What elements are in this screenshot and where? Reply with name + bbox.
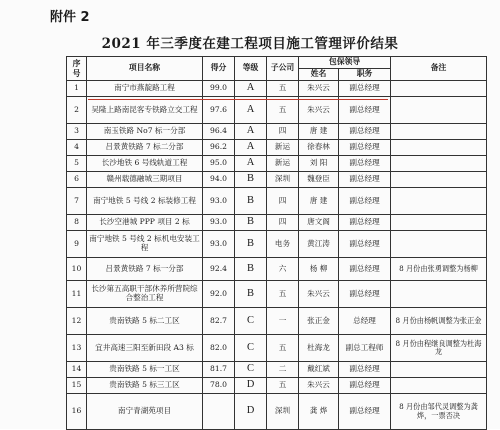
row-index: 5 bbox=[67, 156, 87, 172]
score: 96.4 bbox=[203, 124, 235, 140]
subsidiary: 六 bbox=[267, 258, 299, 281]
row-index: 10 bbox=[67, 258, 87, 281]
table-row bbox=[67, 124, 487, 140]
remarks bbox=[391, 378, 487, 394]
leader-position: 副总经理 bbox=[339, 378, 391, 394]
leader-name: 张正金 bbox=[299, 308, 339, 335]
leader-name: 唐 建 bbox=[299, 188, 339, 215]
header-index-bottom: 号 bbox=[72, 68, 81, 78]
subsidiary: 五 bbox=[267, 281, 299, 308]
score: 92.4 bbox=[203, 258, 235, 281]
header-leader-position: 职务 bbox=[339, 69, 391, 81]
remarks bbox=[391, 188, 487, 215]
header-leader-group: 包保领导 bbox=[299, 57, 391, 69]
score: 93.0 bbox=[203, 188, 235, 215]
row-index: 14 bbox=[67, 362, 87, 378]
leader-position: 副总工程师 bbox=[339, 335, 391, 362]
score: 92.0 bbox=[203, 281, 235, 308]
subsidiary: 五 bbox=[267, 97, 299, 124]
subsidiary: 新运 bbox=[267, 156, 299, 172]
project-name: 宜井高速三阳至新田段 A3 标 bbox=[87, 335, 203, 362]
table-row bbox=[67, 335, 487, 362]
row-index: 4 bbox=[67, 140, 87, 156]
leader-position: 副总经理 bbox=[339, 281, 391, 308]
grade: D bbox=[235, 378, 267, 394]
subsidiary: 二 bbox=[267, 362, 299, 378]
table-row bbox=[67, 308, 487, 335]
remarks bbox=[391, 81, 487, 97]
remarks: 8 月份由杨帆调整为张正金 bbox=[391, 308, 487, 335]
leader-name: 魏登臣 bbox=[299, 172, 339, 188]
subsidiary: 一 bbox=[267, 308, 299, 335]
grade: A bbox=[235, 81, 267, 97]
score: 94.0 bbox=[203, 172, 235, 188]
subsidiary: 四 bbox=[267, 124, 299, 140]
score: 82.0 bbox=[203, 335, 235, 362]
row-index: 16 bbox=[67, 394, 87, 430]
project-name: 南宁地铁 5 号线 2 标机电安装工程 bbox=[87, 231, 203, 258]
table-row bbox=[67, 258, 487, 281]
table-row bbox=[67, 97, 487, 124]
table-row bbox=[67, 394, 487, 430]
project-name: 吕景黄铁路 7 标一分部 bbox=[87, 258, 203, 281]
remarks bbox=[391, 156, 487, 172]
score: 95.0 bbox=[203, 156, 235, 172]
attachment-label: 附件 2 bbox=[50, 10, 90, 25]
project-name: 南宁青湖苑项目 bbox=[87, 394, 203, 430]
project-name: 贵南铁路 5 标一工区 bbox=[87, 362, 203, 378]
project-name: 贵南铁路 5 标三工区 bbox=[87, 378, 203, 394]
leader-name: 朱兴云 bbox=[299, 281, 339, 308]
score: 96.2 bbox=[203, 140, 235, 156]
remarks bbox=[391, 172, 487, 188]
leader-position: 副总经理 bbox=[339, 156, 391, 172]
score: 93.0 bbox=[203, 215, 235, 231]
project-name: 长沙地铁 6 号线轨道工程 bbox=[87, 156, 203, 172]
grade: B bbox=[235, 281, 267, 308]
table-row bbox=[67, 231, 487, 258]
remarks: 8 月份由程继良调整为杜海龙 bbox=[391, 335, 487, 362]
header-grade: 等级 bbox=[235, 57, 267, 81]
grade: B bbox=[235, 215, 267, 231]
grade: B bbox=[235, 231, 267, 258]
project-name: 南玉铁路 No7 标一分部 bbox=[87, 124, 203, 140]
remarks bbox=[391, 124, 487, 140]
score: 78.0 bbox=[203, 378, 235, 394]
leader-position: 副总经理 bbox=[339, 215, 391, 231]
table-row bbox=[67, 172, 487, 188]
leader-position: 副总经理 bbox=[339, 124, 391, 140]
score bbox=[203, 394, 235, 430]
remarks bbox=[391, 231, 487, 258]
document-title: 2021 年三季度在建工程项目施工管理评价结果 bbox=[101, 36, 399, 52]
leader-position: 副总经理 bbox=[339, 140, 391, 156]
grade: A bbox=[235, 97, 267, 124]
leader-name: 朱兴云 bbox=[299, 97, 339, 124]
evaluation-table bbox=[66, 56, 487, 430]
highlight-underline bbox=[88, 99, 388, 100]
subsidiary: 四 bbox=[267, 188, 299, 215]
subsidiary: 四 bbox=[267, 215, 299, 231]
score: 97.6 bbox=[203, 97, 235, 124]
subsidiary: 五 bbox=[267, 81, 299, 97]
table-row bbox=[67, 215, 487, 231]
remarks: 8 月份由张勇调整为杨柳 bbox=[391, 258, 487, 281]
row-index: 13 bbox=[67, 335, 87, 362]
table-row bbox=[67, 156, 487, 172]
project-name: 南宁地铁 5 号线 2 标装修工程 bbox=[87, 188, 203, 215]
grade: B bbox=[235, 188, 267, 215]
grade: B bbox=[235, 172, 267, 188]
leader-position: 副总经理 bbox=[339, 81, 391, 97]
remarks bbox=[391, 281, 487, 308]
table-body bbox=[67, 81, 487, 430]
leader-position: 副总经理 bbox=[339, 231, 391, 258]
grade: C bbox=[235, 335, 267, 362]
leader-name: 杨 柳 bbox=[299, 258, 339, 281]
leader-name: 戴红斌 bbox=[299, 362, 339, 378]
table-row bbox=[67, 378, 487, 394]
table-row bbox=[67, 362, 487, 378]
table-row bbox=[67, 140, 487, 156]
header-score: 得分 bbox=[203, 57, 235, 81]
row-index: 3 bbox=[67, 124, 87, 140]
subsidiary: 电务 bbox=[267, 231, 299, 258]
leader-name: 徐春林 bbox=[299, 140, 339, 156]
row-index: 12 bbox=[67, 308, 87, 335]
score: 99.0 bbox=[203, 81, 235, 97]
table-row bbox=[67, 281, 487, 308]
row-index: 2 bbox=[67, 97, 87, 124]
header-index-top: 序 bbox=[72, 59, 81, 69]
project-name: 长沙空港城 PPP 项目 2 标 bbox=[87, 215, 203, 231]
remarks bbox=[391, 140, 487, 156]
score: 82.7 bbox=[203, 308, 235, 335]
project-name: 贵南铁路 5 标二工区 bbox=[87, 308, 203, 335]
leader-position: 副总经理 bbox=[339, 97, 391, 124]
leader-position: 副总经理 bbox=[339, 362, 391, 378]
row-index: 1 bbox=[67, 81, 87, 97]
subsidiary: 新运 bbox=[267, 140, 299, 156]
leader-name: 唐文阁 bbox=[299, 215, 339, 231]
header-remarks: 备注 bbox=[391, 57, 487, 81]
header-project-name: 项目名称 bbox=[87, 57, 203, 81]
leader-name: 刘 阳 bbox=[299, 156, 339, 172]
table-row bbox=[67, 81, 487, 97]
subsidiary: 深圳 bbox=[267, 394, 299, 430]
score: 93.0 bbox=[203, 231, 235, 258]
remarks bbox=[391, 362, 487, 378]
header-index bbox=[67, 57, 87, 81]
project-name: 吴隆上路南昆客专铁路立交工程 bbox=[87, 97, 203, 124]
leader-name: 朱兴云 bbox=[299, 378, 339, 394]
grade: A bbox=[235, 124, 267, 140]
leader-position: 副总经理 bbox=[339, 394, 391, 430]
row-index: 15 bbox=[67, 378, 87, 394]
table-row bbox=[67, 188, 487, 215]
grade: D bbox=[235, 394, 267, 430]
leader-name: 唐 建 bbox=[299, 124, 339, 140]
grade: B bbox=[235, 258, 267, 281]
leader-position: 总经理 bbox=[339, 308, 391, 335]
remarks: 8 月份由邹代灵调整为龚烨，一票否决 bbox=[391, 394, 487, 430]
row-index: 11 bbox=[67, 281, 87, 308]
subsidiary: 深圳 bbox=[267, 172, 299, 188]
row-index: 9 bbox=[67, 231, 87, 258]
leader-name: 龚 烨 bbox=[299, 394, 339, 430]
leader-position: 副总经理 bbox=[339, 172, 391, 188]
header-subsidiary: 子公司 bbox=[267, 57, 299, 81]
row-index: 7 bbox=[67, 188, 87, 215]
project-name: 赣州载德融城三期项目 bbox=[87, 172, 203, 188]
leader-name: 黄江涛 bbox=[299, 231, 339, 258]
project-name: 吕景黄铁路 7 标二分部 bbox=[87, 140, 203, 156]
subsidiary: 五 bbox=[267, 335, 299, 362]
leader-name: 朱兴云 bbox=[299, 81, 339, 97]
grade: C bbox=[235, 362, 267, 378]
row-index: 8 bbox=[67, 215, 87, 231]
remarks bbox=[391, 215, 487, 231]
leader-position: 副总经理 bbox=[339, 188, 391, 215]
score: 81.7 bbox=[203, 362, 235, 378]
project-name: 南宁市燕靛路工程 bbox=[87, 81, 203, 97]
header-leader-name: 姓名 bbox=[299, 69, 339, 81]
leader-name: 杜海龙 bbox=[299, 335, 339, 362]
remarks bbox=[391, 97, 487, 124]
grade: A bbox=[235, 156, 267, 172]
subsidiary: 五 bbox=[267, 378, 299, 394]
project-name: 长沙第五高职干部休养所营院综合整治工程 bbox=[87, 281, 203, 308]
grade: A bbox=[235, 140, 267, 156]
grade: C bbox=[235, 308, 267, 335]
row-index: 6 bbox=[67, 172, 87, 188]
leader-position: 副总经理 bbox=[339, 258, 391, 281]
